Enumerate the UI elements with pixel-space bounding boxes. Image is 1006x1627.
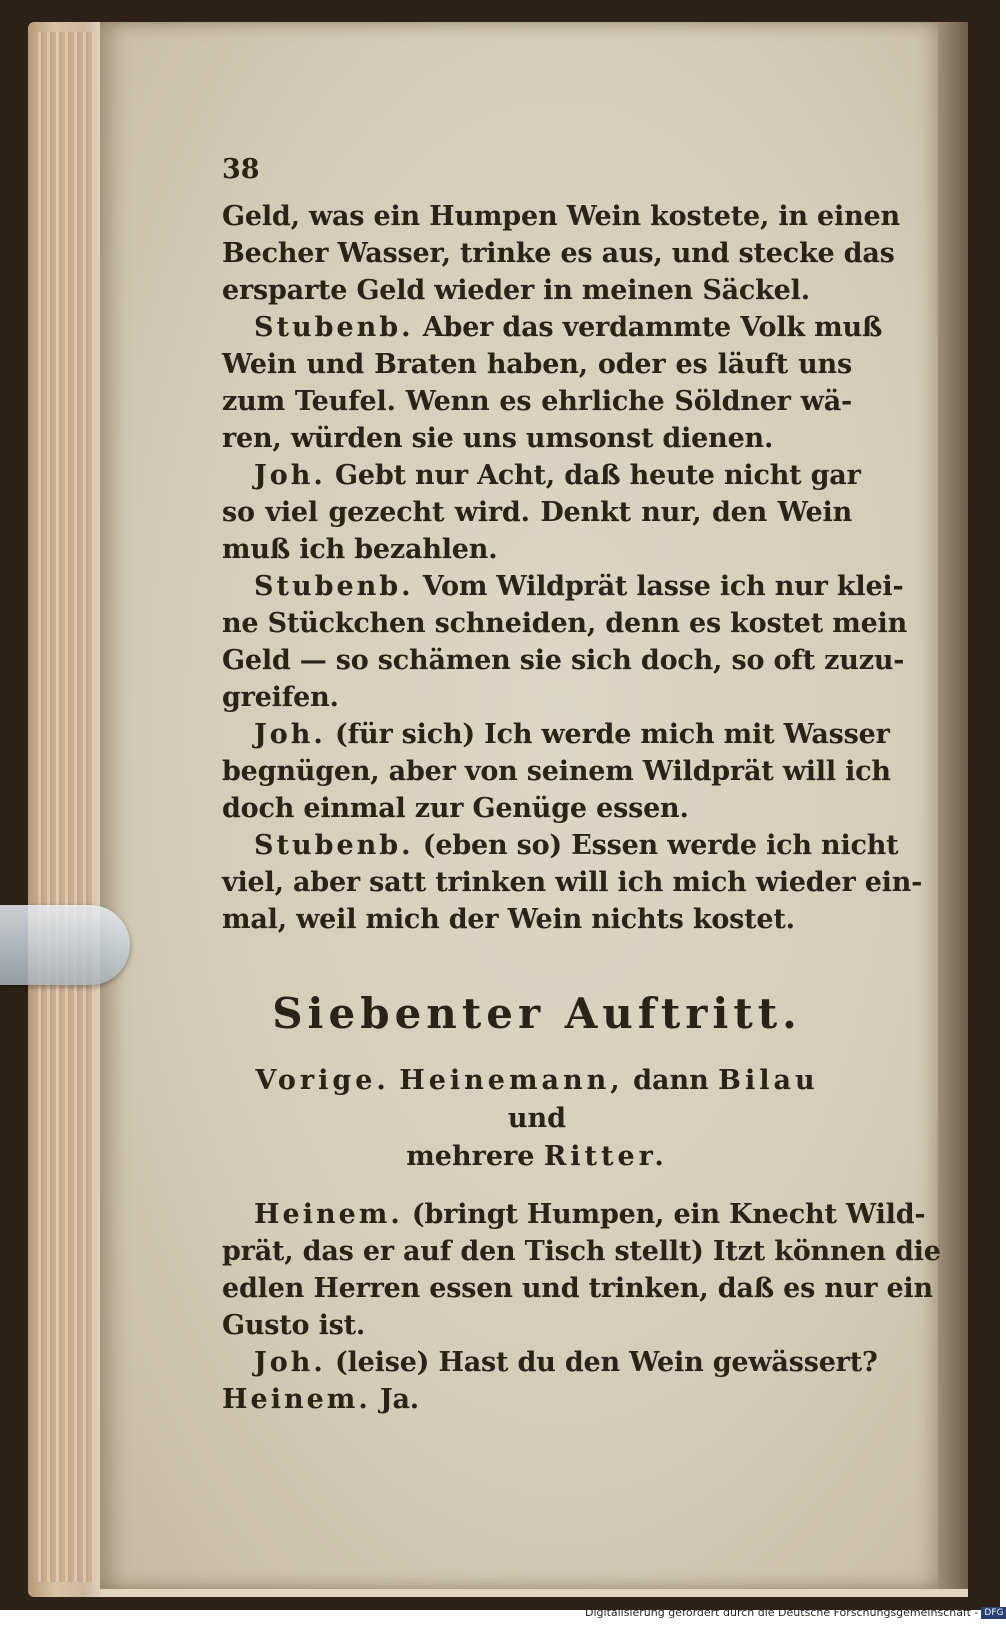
- text-line: [222, 383, 852, 420]
- line-text: Gusto ist.: [222, 1310, 366, 1341]
- text-line: [222, 679, 852, 716]
- speaker-name: Joh.: [254, 1347, 326, 1378]
- text-line: [222, 494, 852, 531]
- credit-text: Digitalisierung gefördert durch die Deutsche Forschungsgemeinschaft -: [585, 1606, 979, 1619]
- line-text: (leise) Hast du den Wein gewässert?: [325, 1347, 878, 1378]
- line-text: (eben so) Essen werde ich nicht: [413, 830, 899, 861]
- speaker-name: Joh.: [254, 719, 326, 750]
- cast-heinemann: Heinemann,: [399, 1065, 624, 1096]
- text-line: [222, 605, 908, 642]
- text-line: [222, 1381, 852, 1418]
- text-line: [222, 1307, 852, 1344]
- line-text: zum Teufel. Wenn es ehrliche Söldner wä-: [222, 386, 852, 417]
- speaker-name: Stubenb.: [254, 312, 414, 343]
- line-text: (für sich) Ich werde mich mit Wasser: [325, 719, 890, 750]
- line-text: Wein und Braten haben, oder es läuft uns: [222, 349, 852, 380]
- line-text: doch einmal zur Genüge essen.: [222, 793, 689, 824]
- line-text: Becher Wasser, trinke es aus, und stecke das: [222, 238, 895, 269]
- speaker-name: Stubenb.: [254, 571, 414, 602]
- line-text: mal, weil mich der Wein nichts kostet.: [222, 904, 795, 935]
- text-line: [222, 901, 852, 938]
- text-line: [222, 790, 852, 827]
- text-line: [222, 457, 861, 494]
- page-text: [222, 150, 941, 1418]
- page-clip: [0, 905, 130, 985]
- text-line: [222, 272, 852, 309]
- digitization-credit: [585, 1606, 1004, 1624]
- text-line: [222, 1344, 878, 1381]
- cast-line-1: [222, 1062, 852, 1138]
- line-text: Geld — so schämen sie sich doch, so oft zuzu-: [222, 645, 905, 676]
- speaker-name: Heinem.: [254, 1199, 403, 1230]
- cast-bilau: Bilau: [718, 1065, 819, 1096]
- line-text: Vom Wildprät lasse ich nur klei-: [413, 571, 904, 602]
- line-text: ne Stückchen schneiden, denn es kostet mein: [222, 608, 908, 639]
- text-line: [222, 1270, 933, 1307]
- line-text: ren, würden sie uns umsonst dienen.: [222, 423, 774, 454]
- cast-prev: Vorige.: [255, 1065, 390, 1096]
- cast-knights: Ritter.: [543, 1141, 668, 1172]
- text-line: [222, 235, 895, 272]
- text-line: [222, 864, 923, 901]
- line-text: greifen.: [222, 682, 339, 713]
- line-text: Aber das verdammte Volk muß: [413, 312, 883, 343]
- text-line: [222, 420, 852, 457]
- text-line: [222, 716, 890, 753]
- cast-several: mehrere: [406, 1141, 544, 1172]
- text-line: [222, 1196, 926, 1233]
- spacer: [222, 1176, 852, 1196]
- text-line: [222, 568, 904, 605]
- line-text: prät, das er auf den Tisch stellt) Itzt können die: [222, 1236, 941, 1267]
- dfg-logo: DFG: [981, 1607, 1006, 1619]
- speaker-name: Joh.: [254, 460, 326, 491]
- line-text: Ja.: [370, 1384, 420, 1415]
- cast-then: dann: [623, 1065, 719, 1096]
- line-text: ersparte Geld wieder in meinen Säckel.: [222, 275, 810, 306]
- text-line: [222, 753, 891, 790]
- line-text: Gebt nur Acht, daß heute nicht gar: [325, 460, 861, 491]
- text-line: [222, 346, 852, 383]
- dialogue-block-after: [222, 1196, 941, 1418]
- page-edge-stripes: [34, 32, 94, 1582]
- book-gutter: [938, 22, 968, 1589]
- speaker-name: Heinem.: [222, 1384, 371, 1415]
- line-text: Geld, was ein Humpen Wein kostete, in einen: [222, 201, 900, 232]
- line-text: viel, aber satt trinken will ich mich wieder ein-: [222, 867, 923, 898]
- line-text: muß ich bezahlen.: [222, 534, 498, 565]
- dialogue-block-before: [222, 198, 923, 938]
- line-text: begnügen, aber von seinem Wildprät will ich: [222, 756, 891, 787]
- speaker-name: Stubenb.: [254, 830, 414, 861]
- line-text: so viel gezecht wird. Denkt nur, den Wein: [222, 497, 852, 528]
- cast-and: und: [507, 1103, 567, 1134]
- line-text: edlen Herren essen und trinken, daß es nur ein: [222, 1273, 933, 1304]
- text-line: [222, 531, 852, 568]
- text-line: [222, 642, 905, 679]
- text-line: [222, 309, 883, 346]
- text-line: [222, 827, 899, 864]
- text-line: [222, 198, 900, 235]
- scene-heading: Siebenter Auftritt.: [272, 989, 802, 1038]
- text-line: [222, 1233, 941, 1270]
- cast-line-2: [222, 1138, 852, 1176]
- page-number: 38: [222, 154, 260, 185]
- line-text: (bringt Humpen, ein Knecht Wild-: [402, 1199, 926, 1230]
